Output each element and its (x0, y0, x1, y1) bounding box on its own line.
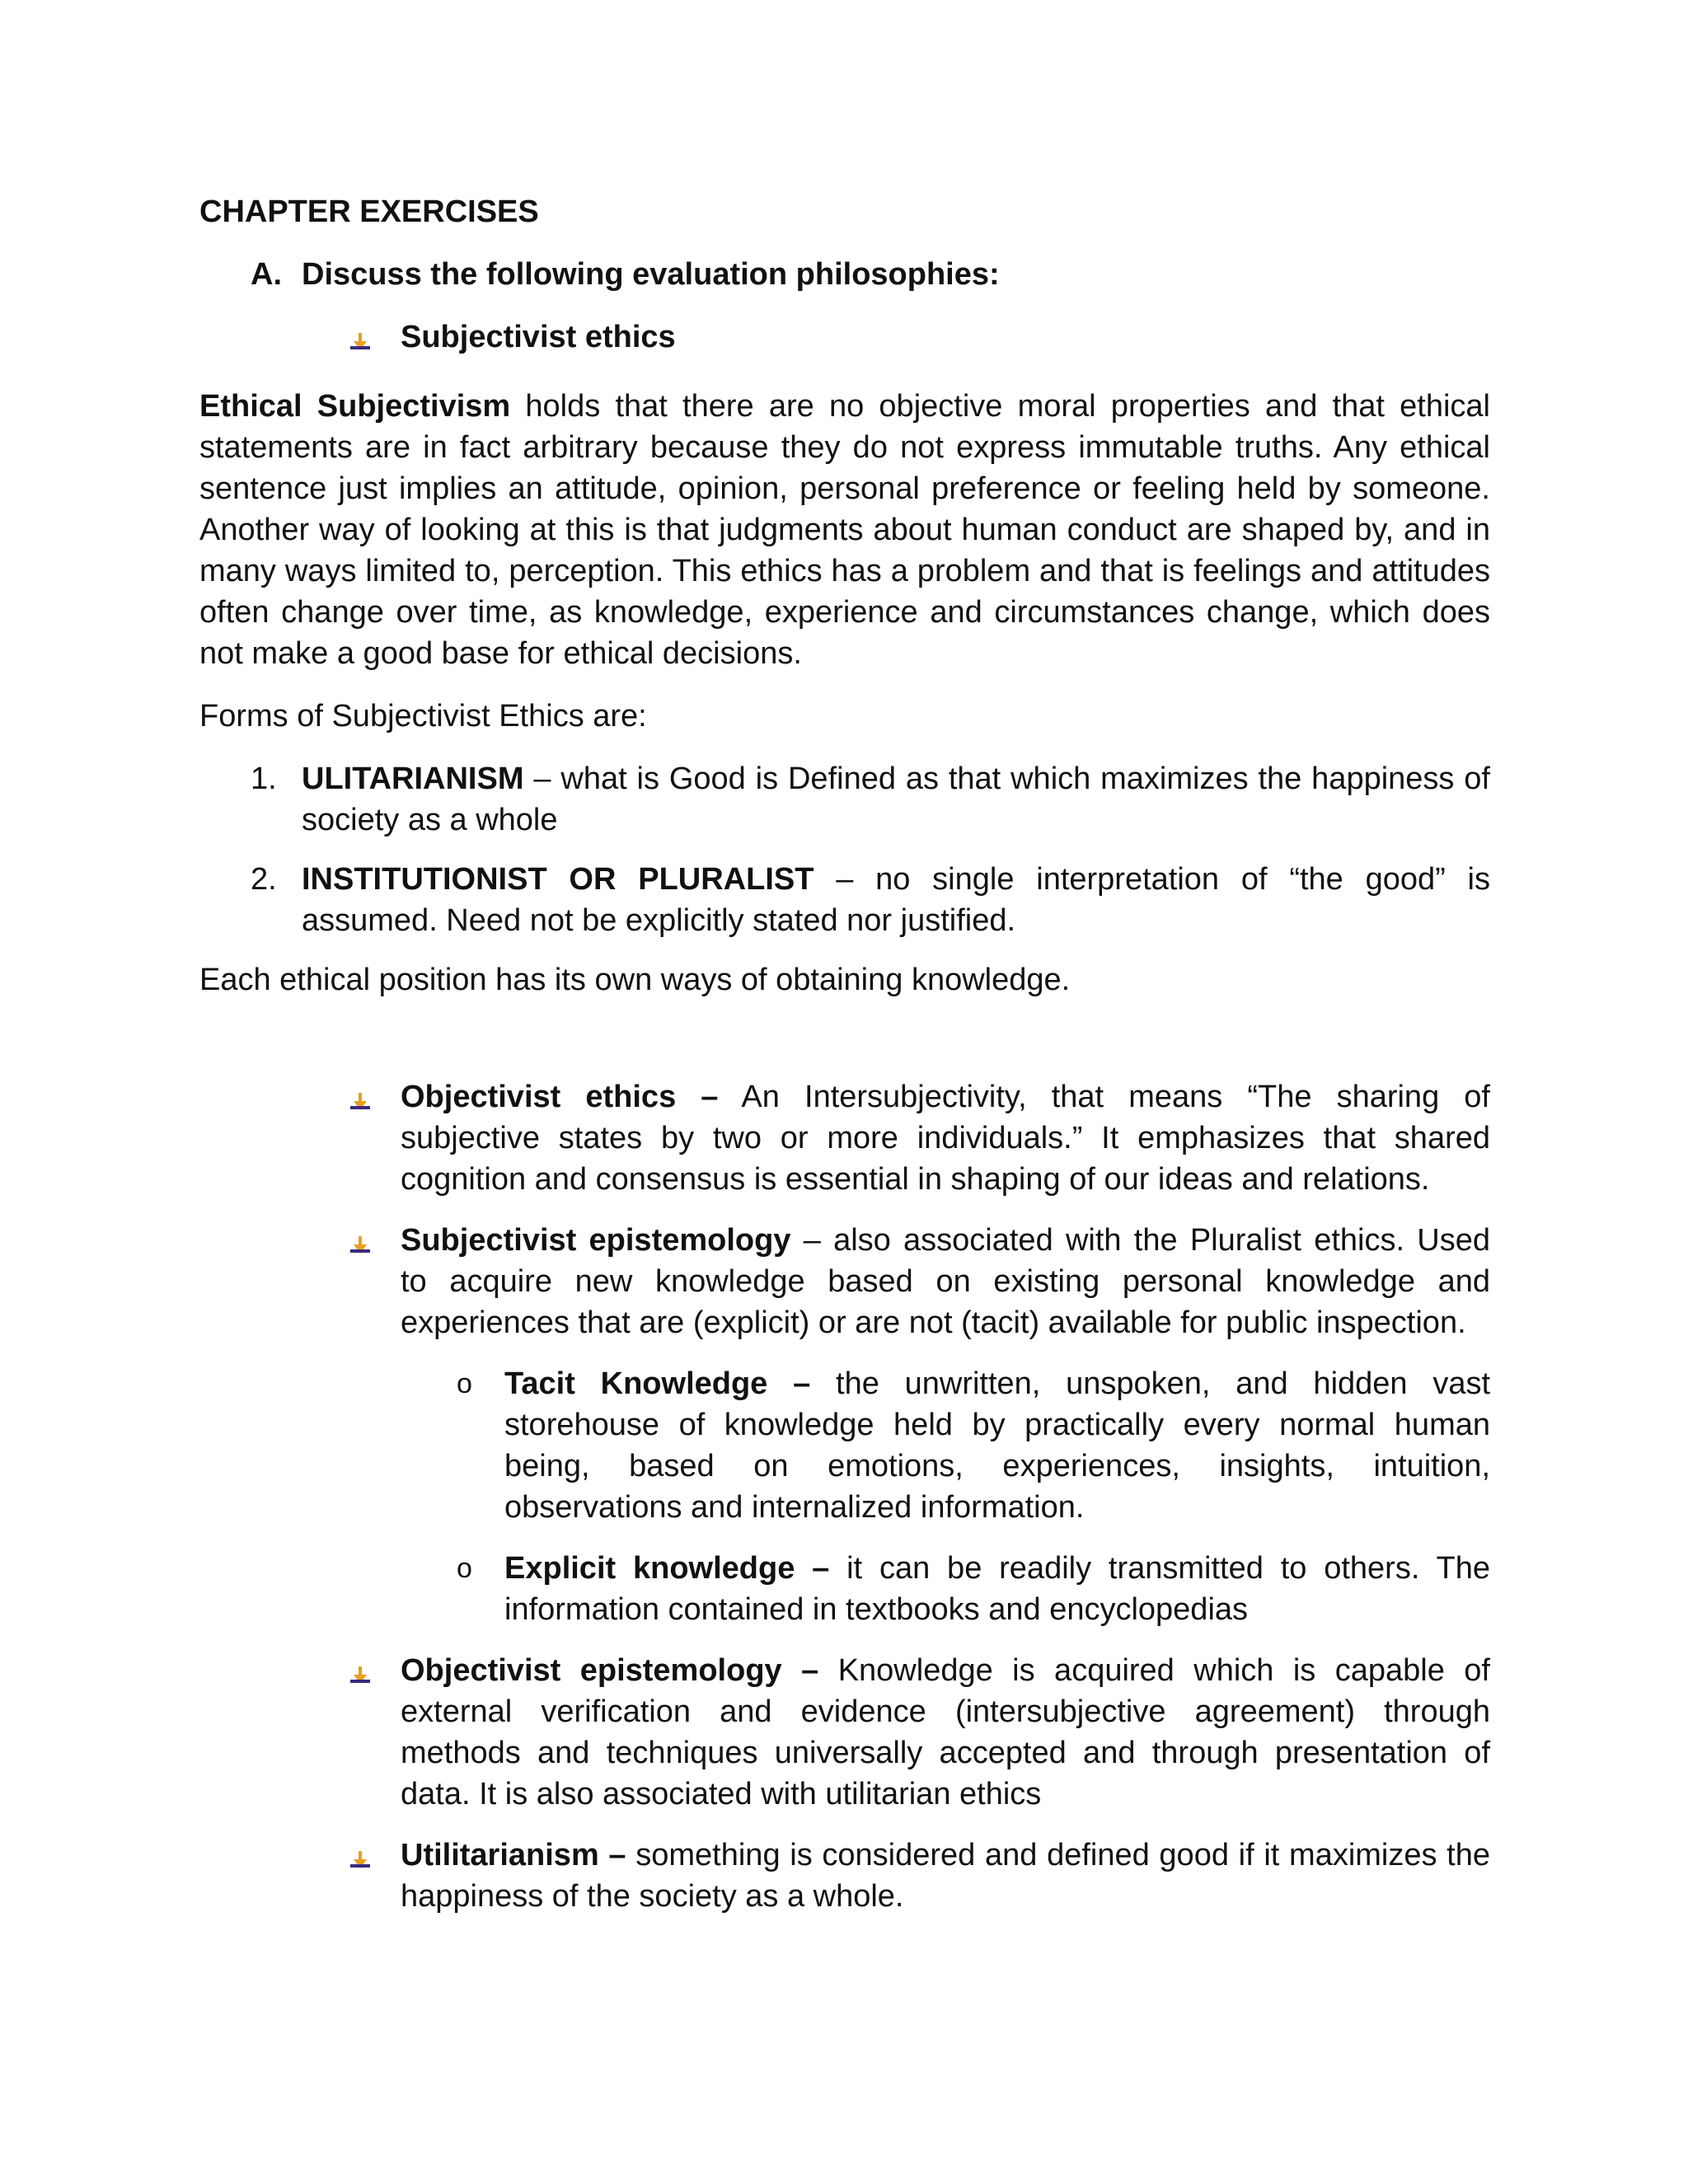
sub-term: Tacit Knowledge – (504, 1366, 811, 1401)
form-item-pluralist (251, 859, 1490, 941)
list-item-objectivist-epistemology (349, 1650, 1490, 1815)
list-item-utilitarianism (349, 1835, 1490, 1917)
item-term: Utilitarianism – (401, 1838, 626, 1872)
ethical-subjectivism-paragraph (199, 386, 1490, 674)
section-letter: A. (251, 257, 282, 292)
form-desc: – what is Good is Defined as that which maximizes the happiness of society as a whole (302, 762, 1490, 837)
sub-item-explicit-knowledge (452, 1548, 1490, 1630)
knowledge-sublist (452, 1363, 1490, 1630)
philosophy-list (199, 1076, 1490, 1917)
circle-bullet-icon: o (457, 1553, 472, 1584)
document-content (199, 191, 1490, 1937)
list-item-subjectivist-epistemology (349, 1220, 1490, 1630)
sub-item-tacit-knowledge (452, 1363, 1490, 1528)
term: Ethical Subjectivism (199, 389, 511, 424)
arrow-down-plus-icon (349, 316, 401, 364)
arrow-down-plus-icon (349, 1650, 401, 1815)
item-desc: Knowledge is acquired which is capable of external verification and evidence (intersubjective agreement) through methods and techniques universally accepted and through presentation of data. It is also associated with utilitarian ethics (401, 1653, 1490, 1811)
item-desc: An Intersubjectivity, that means “The sharing of subjective states by two or more individuals.” It emphasizes that shared cognition and consensus is essential in shaping of our ideas and relations. (401, 1080, 1490, 1197)
form-desc: – no single interpretation of “the good” is assumed. Need not be explicitly stated nor justified. (302, 862, 1490, 938)
chapter-heading: CHAPTER EXERCISES (199, 194, 539, 229)
paragraph-text: holds that there are no objective moral properties and that ethical statements are in fact arbitrary because they do not express immutable truths. Any ethical sentence just implies an attitude, opinion, personal preference or feeling held by someone. Another way of looking at this is that judgments about human conduct are shaped by, and in many ways limited to, perception. This ethics has a problem and that is feelings and attitudes often change over time, as knowledge, experience and circumstances change, which does not make a good base for ethical decisions. (199, 389, 1491, 671)
section-title: Discuss the following evaluation philosophies: (302, 257, 1000, 292)
item-term: Objectivist ethics – (401, 1080, 719, 1114)
form-item-utilitarianism (251, 758, 1490, 841)
closing-sentence: Each ethical position has its own ways of obtaining knowledge. (199, 963, 1071, 997)
list-item-objectivist-ethics (349, 1076, 1490, 1200)
item-number: 2. (251, 862, 277, 897)
section-a-heading (251, 254, 1490, 295)
item-term: Objectivist epistemology – (401, 1653, 819, 1688)
item-number: 1. (251, 762, 277, 796)
arrow-down-plus-icon (349, 1220, 401, 1630)
circle-bullet-icon: o (457, 1368, 472, 1399)
arrow-down-plus-icon (349, 1835, 401, 1917)
form-term: INSTITUTIONIST OR PLURALIST (302, 862, 814, 897)
subjectivist-ethics-heading (349, 316, 1490, 364)
subjectivist-ethics-title: Subjectivist ethics (401, 320, 676, 354)
sub-term: Explicit knowledge – (504, 1551, 830, 1586)
item-desc: something is considered and defined good if it maximizes the happiness of the society as a whole. (401, 1838, 1491, 1914)
arrow-down-plus-icon (349, 1076, 401, 1200)
sub-desc: it can be readily transmitted to others. The information contained in textbooks and encyclopedias (504, 1551, 1491, 1627)
sub-desc: the unwritten, unspoken, and hidden vast storehouse of knowledge held by practically every normal human being, based on emotions, experiences, insights, intuition, observations and internalized information. (504, 1366, 1491, 1525)
forms-intro: Forms of Subjectivist Ethics are: (199, 699, 647, 733)
form-term: ULITARIANISM (302, 762, 524, 796)
item-term: Subjectivist epistemology (401, 1223, 791, 1258)
item-desc: – also associated with the Pluralist ethics. Used to acquire new knowledge based on existing personal knowledge and experiences that are (explicit) or are not (tacit) available for public inspection. (401, 1223, 1490, 1340)
